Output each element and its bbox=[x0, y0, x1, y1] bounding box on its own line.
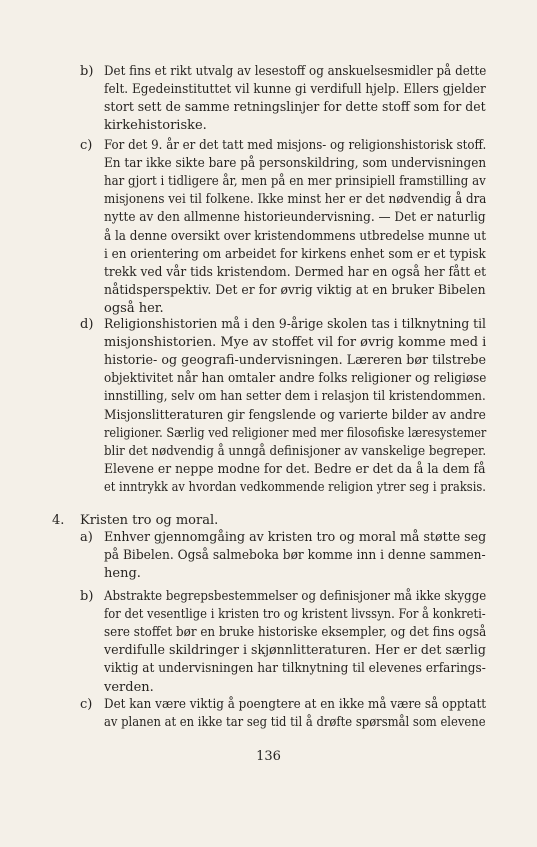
paragraph-line: kirkehistoriske. bbox=[104, 118, 207, 134]
section-heading: Kristen tro og moral. bbox=[80, 513, 219, 528]
paragraph-line: sere stoffet bør en bruke historiske eksempler, og det fins også bbox=[104, 625, 487, 641]
paragraph-line: heng. bbox=[104, 566, 141, 582]
paragraph-line: har gjort i tidligere år, men på en mer prinsipiell framstilling av bbox=[104, 174, 486, 190]
paragraph-line: også her. bbox=[104, 300, 164, 316]
paragraph-line: Enhver gjennomgåing av kristen tro og moral må støtte seg bbox=[104, 530, 487, 545]
paragraph-line: for det vesentlige i kristen tro og kristent livssyn. For å konkreti- bbox=[104, 607, 486, 623]
paragraph-line: innstilling, selv om han setter dem i relasjon til kristendommen. bbox=[104, 389, 486, 405]
paragraph-line: Religionshistorien må i den 9-årige skolen tas i tilknytning til bbox=[104, 317, 486, 332]
paragraph-line: objektivitet når han omtaler andre folks religioner og religiøse bbox=[104, 371, 487, 387]
section-number: 4. bbox=[52, 513, 65, 528]
list-marker: d) bbox=[80, 317, 94, 332]
list-marker: b) bbox=[80, 64, 94, 79]
paragraph-line: felt. Egedeinstituttet vil kunne gi verdifull hjelp. Ellers gjelder bbox=[104, 82, 486, 98]
paragraph-line: Abstrakte begrepsbestemmelser og definisjoner må ikke skygge bbox=[104, 589, 487, 604]
paragraph-line: nytte av den allmenne historieundervisning. — Det er naturlig bbox=[104, 210, 486, 226]
paragraph-line: et inntrykk av hvordan vedkommende religion ytrer seg i praksis. bbox=[104, 479, 486, 495]
paragraph-line: For det 9. år er det tatt med misjons- og religionshistorisk stoff. bbox=[104, 138, 487, 153]
list-marker: c) bbox=[80, 138, 93, 153]
paragraph-line: Det kan være viktig å poengtere at en ikke må være så opptatt bbox=[104, 697, 487, 712]
list-marker: a) bbox=[80, 530, 93, 545]
paragraph-line: historie- og geografi-undervisningen. Læreren bør tilstrebe bbox=[104, 353, 487, 369]
paragraph-line: nåtidsperspektiv. Det er for øvrig viktig at en bruker Bibelen bbox=[104, 282, 486, 298]
paragraph-line: av planen at en ikke tar seg tid til å drøfte spørsmål som elevene bbox=[104, 715, 486, 731]
paragraph-line: å la denne oversikt over kristendommens utbredelse munne ut bbox=[104, 228, 487, 244]
list-marker: b) bbox=[80, 589, 94, 604]
paragraph-line: verdifulle skildringer i skjønnlitteraturen. Her er det særlig bbox=[104, 643, 486, 659]
paragraph-line: Misjonslitteraturen gir fengslende og varierte bilder av andre bbox=[104, 407, 486, 423]
list-marker: c) bbox=[80, 697, 93, 712]
paragraph-line: verden. bbox=[104, 679, 154, 695]
paragraph-line: Det fins et rikt utvalg av lesestoff og anskuelsesmidler på dette bbox=[104, 64, 487, 79]
paragraph-line: Elevene er neppe modne for det. Bedre er det da å la dem få bbox=[104, 461, 486, 477]
paragraph-line: misjonshistorien. Mye av stoffet vil for øvrig komme med i bbox=[104, 335, 487, 351]
paragraph-line: stort sett de samme retningslinjer for dette stoff som for det bbox=[104, 100, 486, 116]
paragraph-line: misjonens vei til folkene. Ikke minst her er det nødvendig å dra bbox=[104, 192, 487, 208]
paragraph-line: religioner. Særlig ved religioner med mer filosofiske læresystemer bbox=[104, 425, 487, 441]
paragraph-line: trekk ved vår tids kristendom. Dermed har en også her fått et bbox=[104, 264, 487, 280]
paragraph-line: i en orientering om arbeidet for kirkens enhet som er et typisk bbox=[104, 246, 486, 262]
paragraph-line: En tar ikke sikte bare på personskildring, som undervisningen bbox=[104, 156, 487, 172]
paragraph-line: viktig at undervisningen har tilknytning til elevenes erfarings- bbox=[104, 661, 486, 677]
page-number: 136 bbox=[256, 749, 281, 764]
paragraph-line: på Bibelen. Også salmeboka bør komme inn i denne sammen- bbox=[104, 548, 486, 564]
paragraph-line: blir det nødvendig å unngå definisjoner av vanskelige begreper. bbox=[104, 443, 487, 459]
